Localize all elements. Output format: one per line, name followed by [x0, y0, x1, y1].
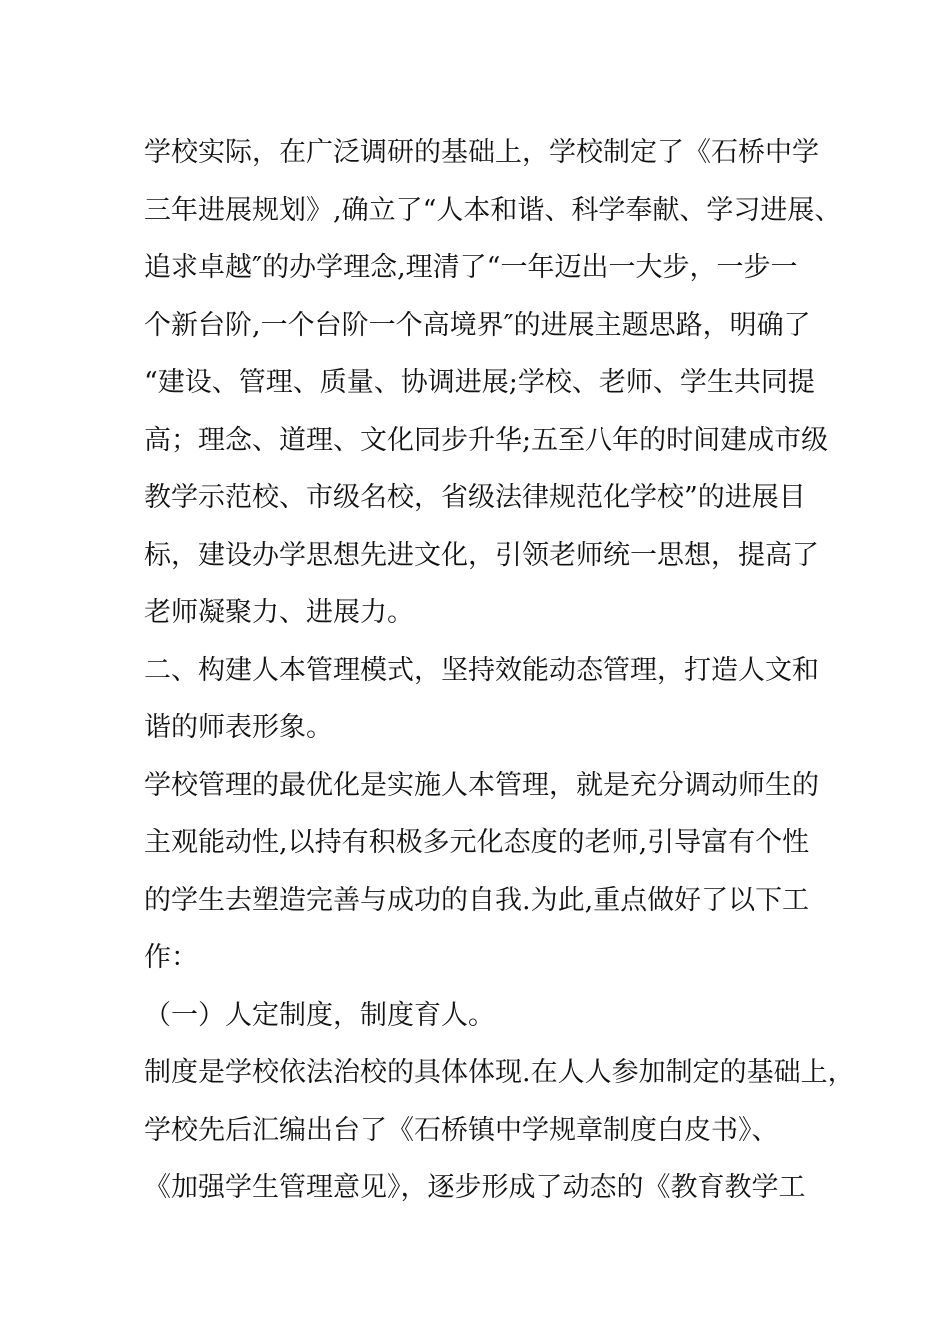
text-line: 学校先后汇编出台了《石桥镇中学规章制度白皮书》、 — [144, 1114, 779, 1146]
text-line: 作： — [144, 942, 198, 973]
text-line: 《加强学生管理意见》，逐步形成了动态的《教育教学工 — [144, 1172, 806, 1203]
text-line: 教学示范校、市级名校，省级法律规范化学校”的进展目 — [144, 482, 806, 513]
text-line: 追求卓越″的办学理念,理清了“一年迈出一大步，一步一 — [144, 252, 798, 283]
text-line: 三年进展规划》,确立了“人本和谐、科学奉献、学习进展、 — [144, 194, 842, 226]
text-line: 老师凝聚力、进展力。 — [144, 597, 414, 628]
document-body — [144, 130, 855, 1223]
subsection-heading: （一）人定制度，制度育人。 — [144, 999, 495, 1031]
text-line: 主观能动性,以持有积极多元化态度的老师,引导富有个性 — [144, 827, 810, 858]
text-line: 学校实际，在广泛调研的基础上，学校制定了《石桥中学 — [144, 137, 819, 168]
text-line: 个新台阶,一个台阶一个高境界″的进展主题思路，明确了 — [144, 309, 811, 341]
text-line: 制度是学校依法治校的具体体现.在人人参加制定的基础上， — [144, 1057, 855, 1088]
text-line: 标，建设办学思想先进文化，引领老师统一思想，提高了 — [144, 539, 819, 571]
section-heading: 谐的师表形象。 — [144, 712, 333, 743]
text-line: 高；理念、道理、文化同步升华;五至八年的时间建成市级 — [144, 424, 829, 456]
text-line: 的学生去塑造完善与成功的自我.为此,重点做好了以下工 — [144, 884, 810, 916]
text-line: “建设、管理、质量、协调进展;学校、老师、学生共同提 — [144, 367, 815, 398]
section-heading: 二、构建人本管理模式，坚持效能动态管理，打造人文和 — [144, 654, 819, 686]
text-line: 学校管理的最优化是实施人本管理，就是充分调动师生的 — [144, 769, 819, 801]
